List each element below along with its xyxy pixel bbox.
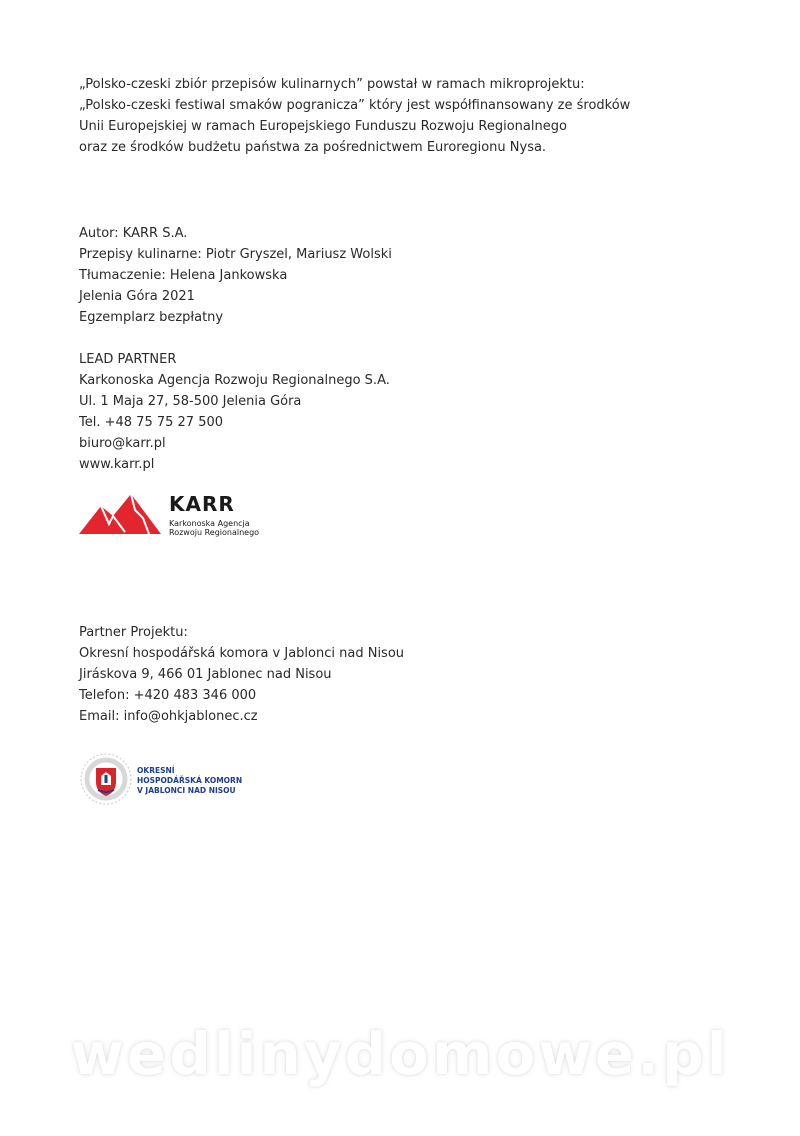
funding-line: „Polsko-czeski festiwal smaków pogranicza” który jest współfinansowany ze środków <box>79 98 631 113</box>
lead-partner-email[interactable]: biuro@karr.pl <box>79 436 166 451</box>
project-partner-phone: Telefon: +420 483 346 000 <box>79 688 257 703</box>
credits <box>79 223 392 328</box>
project-partner-address: Jiráskova 9, 466 01 Jablonec nad Nisou <box>79 667 332 682</box>
ohk-logo <box>79 752 269 808</box>
ohk-emblem-icon <box>79 752 133 806</box>
project-partner <box>79 622 404 727</box>
copy-note-line: Egzemplarz bezpłatny <box>79 310 224 325</box>
lead-partner <box>79 349 390 475</box>
ohk-logo-line: HOSPODÁŘSKÁ KOMORN <box>137 776 243 785</box>
funding-line: oraz ze środków budżetu państwa za pośrednictwem Euroregionu Nysa. <box>79 140 547 155</box>
project-partner-email[interactable]: Email: info@ohkjablonec.cz <box>79 709 258 724</box>
lead-partner-website[interactable]: www.karr.pl <box>79 457 155 472</box>
karr-logo-subtitle <box>169 519 259 537</box>
ohk-logo-line: V JABLONCI NAD NISOU <box>137 786 236 795</box>
lead-partner-name: Karkonoska Agencja Rozwoju Regionalnego S.A. <box>79 373 390 388</box>
project-partner-name: Okresní hospodářská komora v Jablonci nad Nisou <box>79 646 405 661</box>
watermark: wedlinydomowe.pl <box>70 1020 730 1088</box>
karr-logo <box>79 492 269 540</box>
recipes-line: Przepisy kulinarne: Piotr Gryszel, Mariusz Wolski <box>79 247 392 262</box>
karr-logo-subtitle-line: Rozwoju Regionalnego <box>169 528 260 537</box>
lead-partner-phone: Tel. +48 75 75 27 500 <box>79 415 224 430</box>
ohk-logo-text <box>137 766 242 796</box>
place-year-line: Jelenia Góra 2021 <box>79 289 195 304</box>
karr-logo-subtitle-line: Karkonoska Agencja <box>169 519 250 528</box>
translation-line: Tłumaczenie: Helena Jankowska <box>79 268 288 283</box>
project-partner-heading: Partner Projektu: <box>79 625 188 640</box>
ohk-logo-line: OKRESNÍ <box>137 766 175 775</box>
karr-mountains-icon <box>79 492 161 536</box>
funding-statement <box>79 74 630 158</box>
lead-partner-address: Ul. 1 Maja 27, 58-500 Jelenia Góra <box>79 394 302 409</box>
lead-partner-heading: LEAD PARTNER <box>79 352 177 367</box>
author-line: Autor: KARR S.A. <box>79 226 188 241</box>
funding-line: „Polsko-czeski zbiór przepisów kulinarnych” powstał w ramach mikroprojektu: <box>79 77 585 92</box>
funding-line: Unii Europejskiej w ramach Europejskiego Funduszu Rozwoju Regionalnego <box>79 119 567 134</box>
karr-logo-name: KARR <box>169 492 235 516</box>
